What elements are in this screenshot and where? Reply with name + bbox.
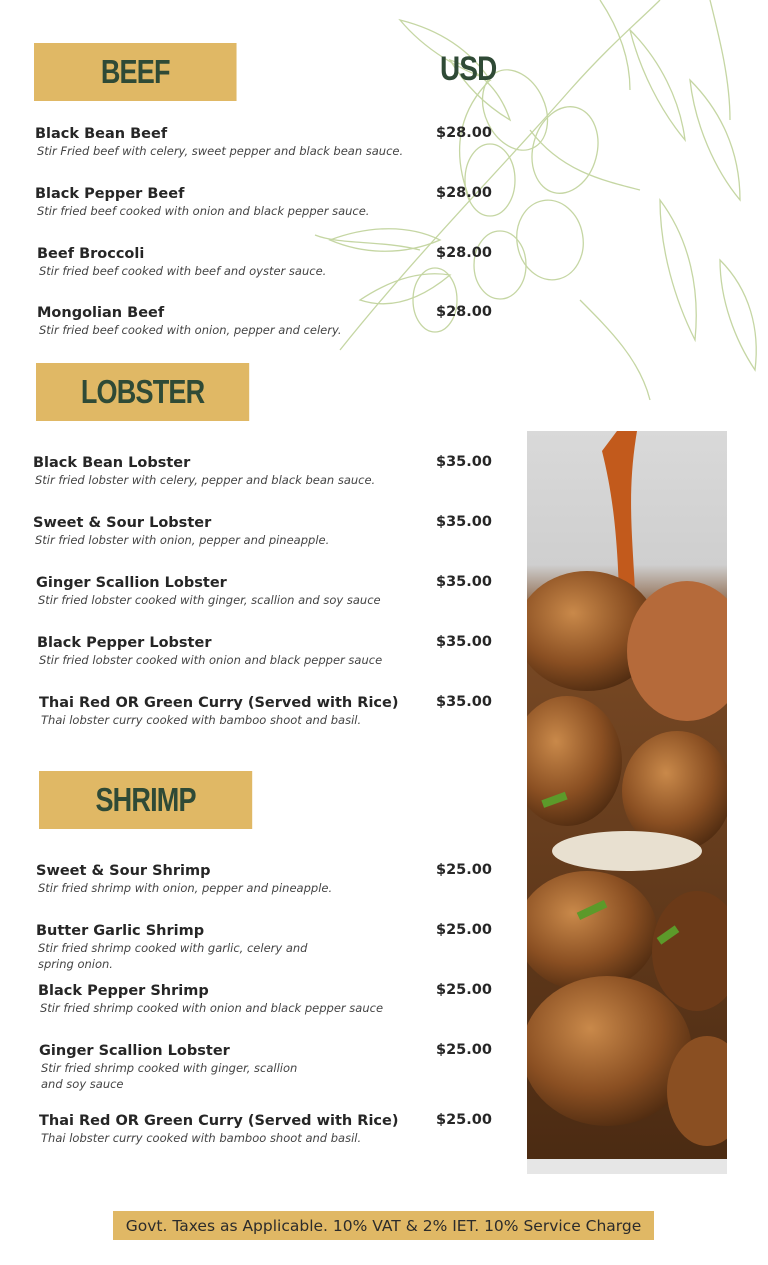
section-title: LOBSTER <box>80 373 205 410</box>
item-name: Black Pepper Beef <box>35 186 185 202</box>
item-price: $28.00 <box>436 304 492 320</box>
item-price: $35.00 <box>436 694 492 710</box>
item-price: $25.00 <box>436 982 492 998</box>
item-name: Black Bean Beef <box>35 126 168 142</box>
item-description: Stir Fried beef with celery, sweet pepper and black bean sauce. <box>37 144 404 158</box>
item-name: Black Pepper Shrimp <box>38 983 209 999</box>
item-price: $28.00 <box>436 125 492 141</box>
menu-item <box>38 982 418 1016</box>
section-title: SHRIMP <box>95 781 196 818</box>
item-name: Mongolian Beef <box>37 305 165 321</box>
item-description: Stir fried shrimp cooked with ginger, scallion and soy sauce <box>41 1061 298 1091</box>
item-price: $35.00 <box>436 454 492 470</box>
item-description: Thai lobster curry cooked with bamboo shoot and basil. <box>41 713 362 727</box>
menu-item <box>39 1042 319 1092</box>
menu-item <box>39 694 419 728</box>
item-name: Ginger Scallion Lobster <box>36 575 227 591</box>
section-banner-beef <box>34 43 237 101</box>
tax-note-banner <box>113 1211 654 1240</box>
item-price: $35.00 <box>436 634 492 650</box>
tax-note: Govt. Taxes as Applicable. 10% VAT & 2% IET. 10% Service Charge <box>125 1216 642 1235</box>
item-description: Stir fried beef cooked with onion, pepper and celery. <box>39 323 342 337</box>
item-description: Stir fried shrimp with onion, pepper and pineapple. <box>38 881 333 895</box>
item-name: Sweet & Sour Shrimp <box>36 863 211 879</box>
item-price: $25.00 <box>436 1042 492 1058</box>
item-description: Stir fried shrimp cooked with onion and black pepper sauce <box>40 1001 384 1015</box>
section-banner-shrimp <box>39 771 252 829</box>
item-name: Black Bean Lobster <box>33 455 191 471</box>
item-name: Sweet & Sour Lobster <box>33 515 212 531</box>
item-description: Stir fried beef cooked with onion and black pepper sauce. <box>37 204 370 218</box>
item-description: Stir fried lobster cooked with ginger, scallion and soy sauce <box>38 593 381 607</box>
item-price: $25.00 <box>436 1112 492 1128</box>
menu-item <box>39 1112 419 1146</box>
item-name: Thai Red OR Green Curry (Served with Rice) <box>39 1113 399 1129</box>
menu-item <box>35 185 415 219</box>
item-price: $25.00 <box>436 922 492 938</box>
menu-item <box>37 304 417 338</box>
item-description: Stir fried lobster cooked with onion and black pepper sauce <box>39 653 383 667</box>
item-price: $28.00 <box>436 185 492 201</box>
menu-item <box>37 634 417 668</box>
item-name: Thai Red OR Green Curry (Served with Rice) <box>39 695 399 711</box>
menu-item <box>36 922 336 972</box>
item-price: $35.00 <box>436 574 492 590</box>
item-description: Stir fried beef cooked with beef and oyster sauce. <box>39 264 327 278</box>
menu-item <box>37 245 417 279</box>
menu-item <box>35 125 415 159</box>
menu-item <box>36 862 416 896</box>
lobster-stir-fry-photo <box>527 431 727 1174</box>
item-price: $25.00 <box>436 862 492 878</box>
menu-item <box>36 574 416 608</box>
item-price: $35.00 <box>436 514 492 530</box>
menu-item <box>33 514 413 548</box>
item-description: Stir fried lobster with onion, pepper and pineapple. <box>35 533 330 547</box>
section-banner-lobster <box>36 363 249 421</box>
item-description: Stir fried shrimp cooked with garlic, celery and spring onion. <box>38 941 308 971</box>
item-price: $28.00 <box>436 245 492 261</box>
item-description: Thai lobster curry cooked with bamboo shoot and basil. <box>41 1131 362 1145</box>
currency-label: USD <box>440 50 497 88</box>
menu-item <box>33 454 413 488</box>
item-name: Beef Broccoli <box>37 246 145 262</box>
section-title: BEEF <box>100 53 170 90</box>
item-name: Butter Garlic Shrimp <box>36 923 205 939</box>
item-name: Black Pepper Lobster <box>37 635 212 651</box>
item-name: Ginger Scallion Lobster <box>39 1043 230 1059</box>
item-description: Stir fried lobster with celery, pepper and black bean sauce. <box>35 473 376 487</box>
